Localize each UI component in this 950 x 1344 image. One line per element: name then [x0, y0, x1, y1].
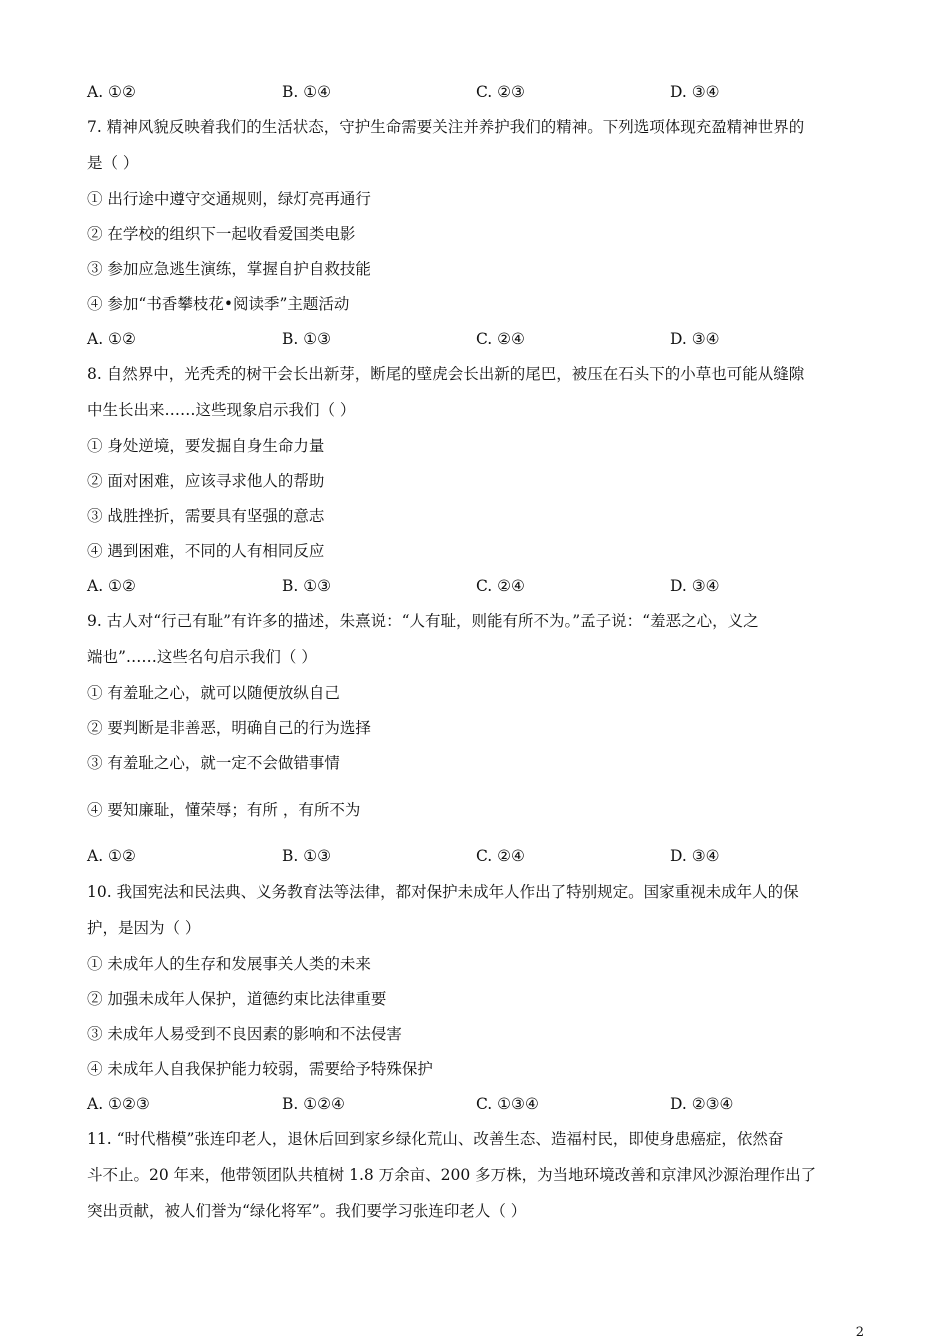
answer-option: B. ①②④ — [282, 1095, 345, 1113]
text-line: 斗不止。20 年来，他带领团队共植树 1.8 万余亩、200 多万株，为当地环境改善和京津风沙源治理作出了 — [87, 1166, 817, 1184]
text-line: 是（ ） — [87, 154, 139, 172]
answer-option: D. ③④ — [670, 83, 720, 101]
answer-option: D. ③④ — [670, 330, 720, 348]
text-line: ① 出行途中遵守交通规则，绿灯亮再通行 — [87, 190, 371, 208]
text-line: ④ 未成年人自我保护能力较弱，需要给予特殊保护 — [87, 1060, 433, 1078]
answer-option: A. ①② — [87, 330, 136, 348]
text-line: ② 加强未成年人保护，道德约束比法律重要 — [87, 990, 387, 1008]
text-line: 端也”……这些名句启示我们（ ） — [87, 648, 317, 666]
answer-option: C. ②④ — [476, 577, 525, 595]
answer-option: D. ③④ — [670, 577, 720, 595]
text-line: ① 有羞耻之心，就可以随便放纵自己 — [87, 684, 340, 702]
text-line: ① 未成年人的生存和发展事关人类的未来 — [87, 955, 371, 973]
answer-option: B. ①③ — [282, 847, 332, 865]
text-line: 10. 我国宪法和民法典、义务教育法等法律，都对保护未成年人作出了特别规定。国家重视未成年人的保 — [87, 883, 799, 901]
answer-option: A. ①②③ — [87, 1095, 150, 1113]
page-number: 2 — [855, 1325, 864, 1340]
answer-option: C. ①③④ — [476, 1095, 539, 1113]
answer-option: D. ②③④ — [670, 1095, 734, 1113]
text-line: ③ 有羞耻之心，就一定不会做错事情 — [87, 754, 340, 772]
answer-option: C. ②④ — [476, 847, 525, 865]
answer-option: A. ①② — [87, 83, 136, 101]
text-line: ② 面对困难，应该寻求他人的帮助 — [87, 472, 325, 490]
text-line: 突出贡献，被人们誉为“绿化将军”。我们要学习张连印老人（ ） — [87, 1202, 527, 1220]
answer-option: B. ①③ — [282, 330, 332, 348]
text-line: 护，是因为（ ） — [87, 919, 201, 937]
answer-option: B. ①③ — [282, 577, 332, 595]
answer-option: B. ①④ — [282, 83, 332, 101]
text-line: ② 在学校的组织下一起收看爱国类电影 — [87, 225, 356, 243]
text-line: ④ 遇到困难，不同的人有相同反应 — [87, 542, 325, 560]
text-line: ② 要判断是非善恶，明确自己的行为选择 — [87, 719, 371, 737]
answer-option: A. ①② — [87, 577, 136, 595]
text-line: ④ 参加“书香攀枝花•阅读季”主题活动 — [87, 295, 350, 313]
text-line: ④ 要知廉耻，懂荣辱；有所 ，有所不为 — [87, 801, 361, 819]
text-line: 8. 自然界中，光秃秃的树干会长出新芽，断尾的壁虎会长出新的尾巴，被压在石头下的小草也可能从缝隙 — [87, 365, 805, 383]
text-line: ① 身处逆境，要发掘自身生命力量 — [87, 437, 325, 455]
answer-option: A. ①② — [87, 847, 136, 865]
answer-option: C. ②③ — [476, 83, 525, 101]
text-line: ③ 未成年人易受到不良因素的影响和不法侵害 — [87, 1025, 402, 1043]
text-line: ③ 参加应急逃生演练，掌握自护自救技能 — [87, 260, 371, 278]
text-line: ③ 战胜挫折，需要具有坚强的意志 — [87, 507, 325, 525]
answer-option: C. ②④ — [476, 330, 525, 348]
text-line: 中生长出来……这些现象启示我们（ ） — [87, 401, 356, 419]
answer-option: D. ③④ — [670, 847, 720, 865]
text-line: 11. “时代楷模”张连印老人，退休后回到家乡绿化荒山、改善生态、造福村民，即使身患癌症，依然奋 — [87, 1130, 784, 1148]
text-line: 9. 古人对“行己有耻”有许多的描述，朱熹说：“人有耻，则能有所不为。”孟子说：“羞恶之心，义之 — [87, 612, 759, 630]
text-line: 7. 精神风貌反映着我们的生活状态，守护生命需要关注并养护我们的精神。下列选项体现充盈精神世界的 — [87, 118, 805, 136]
